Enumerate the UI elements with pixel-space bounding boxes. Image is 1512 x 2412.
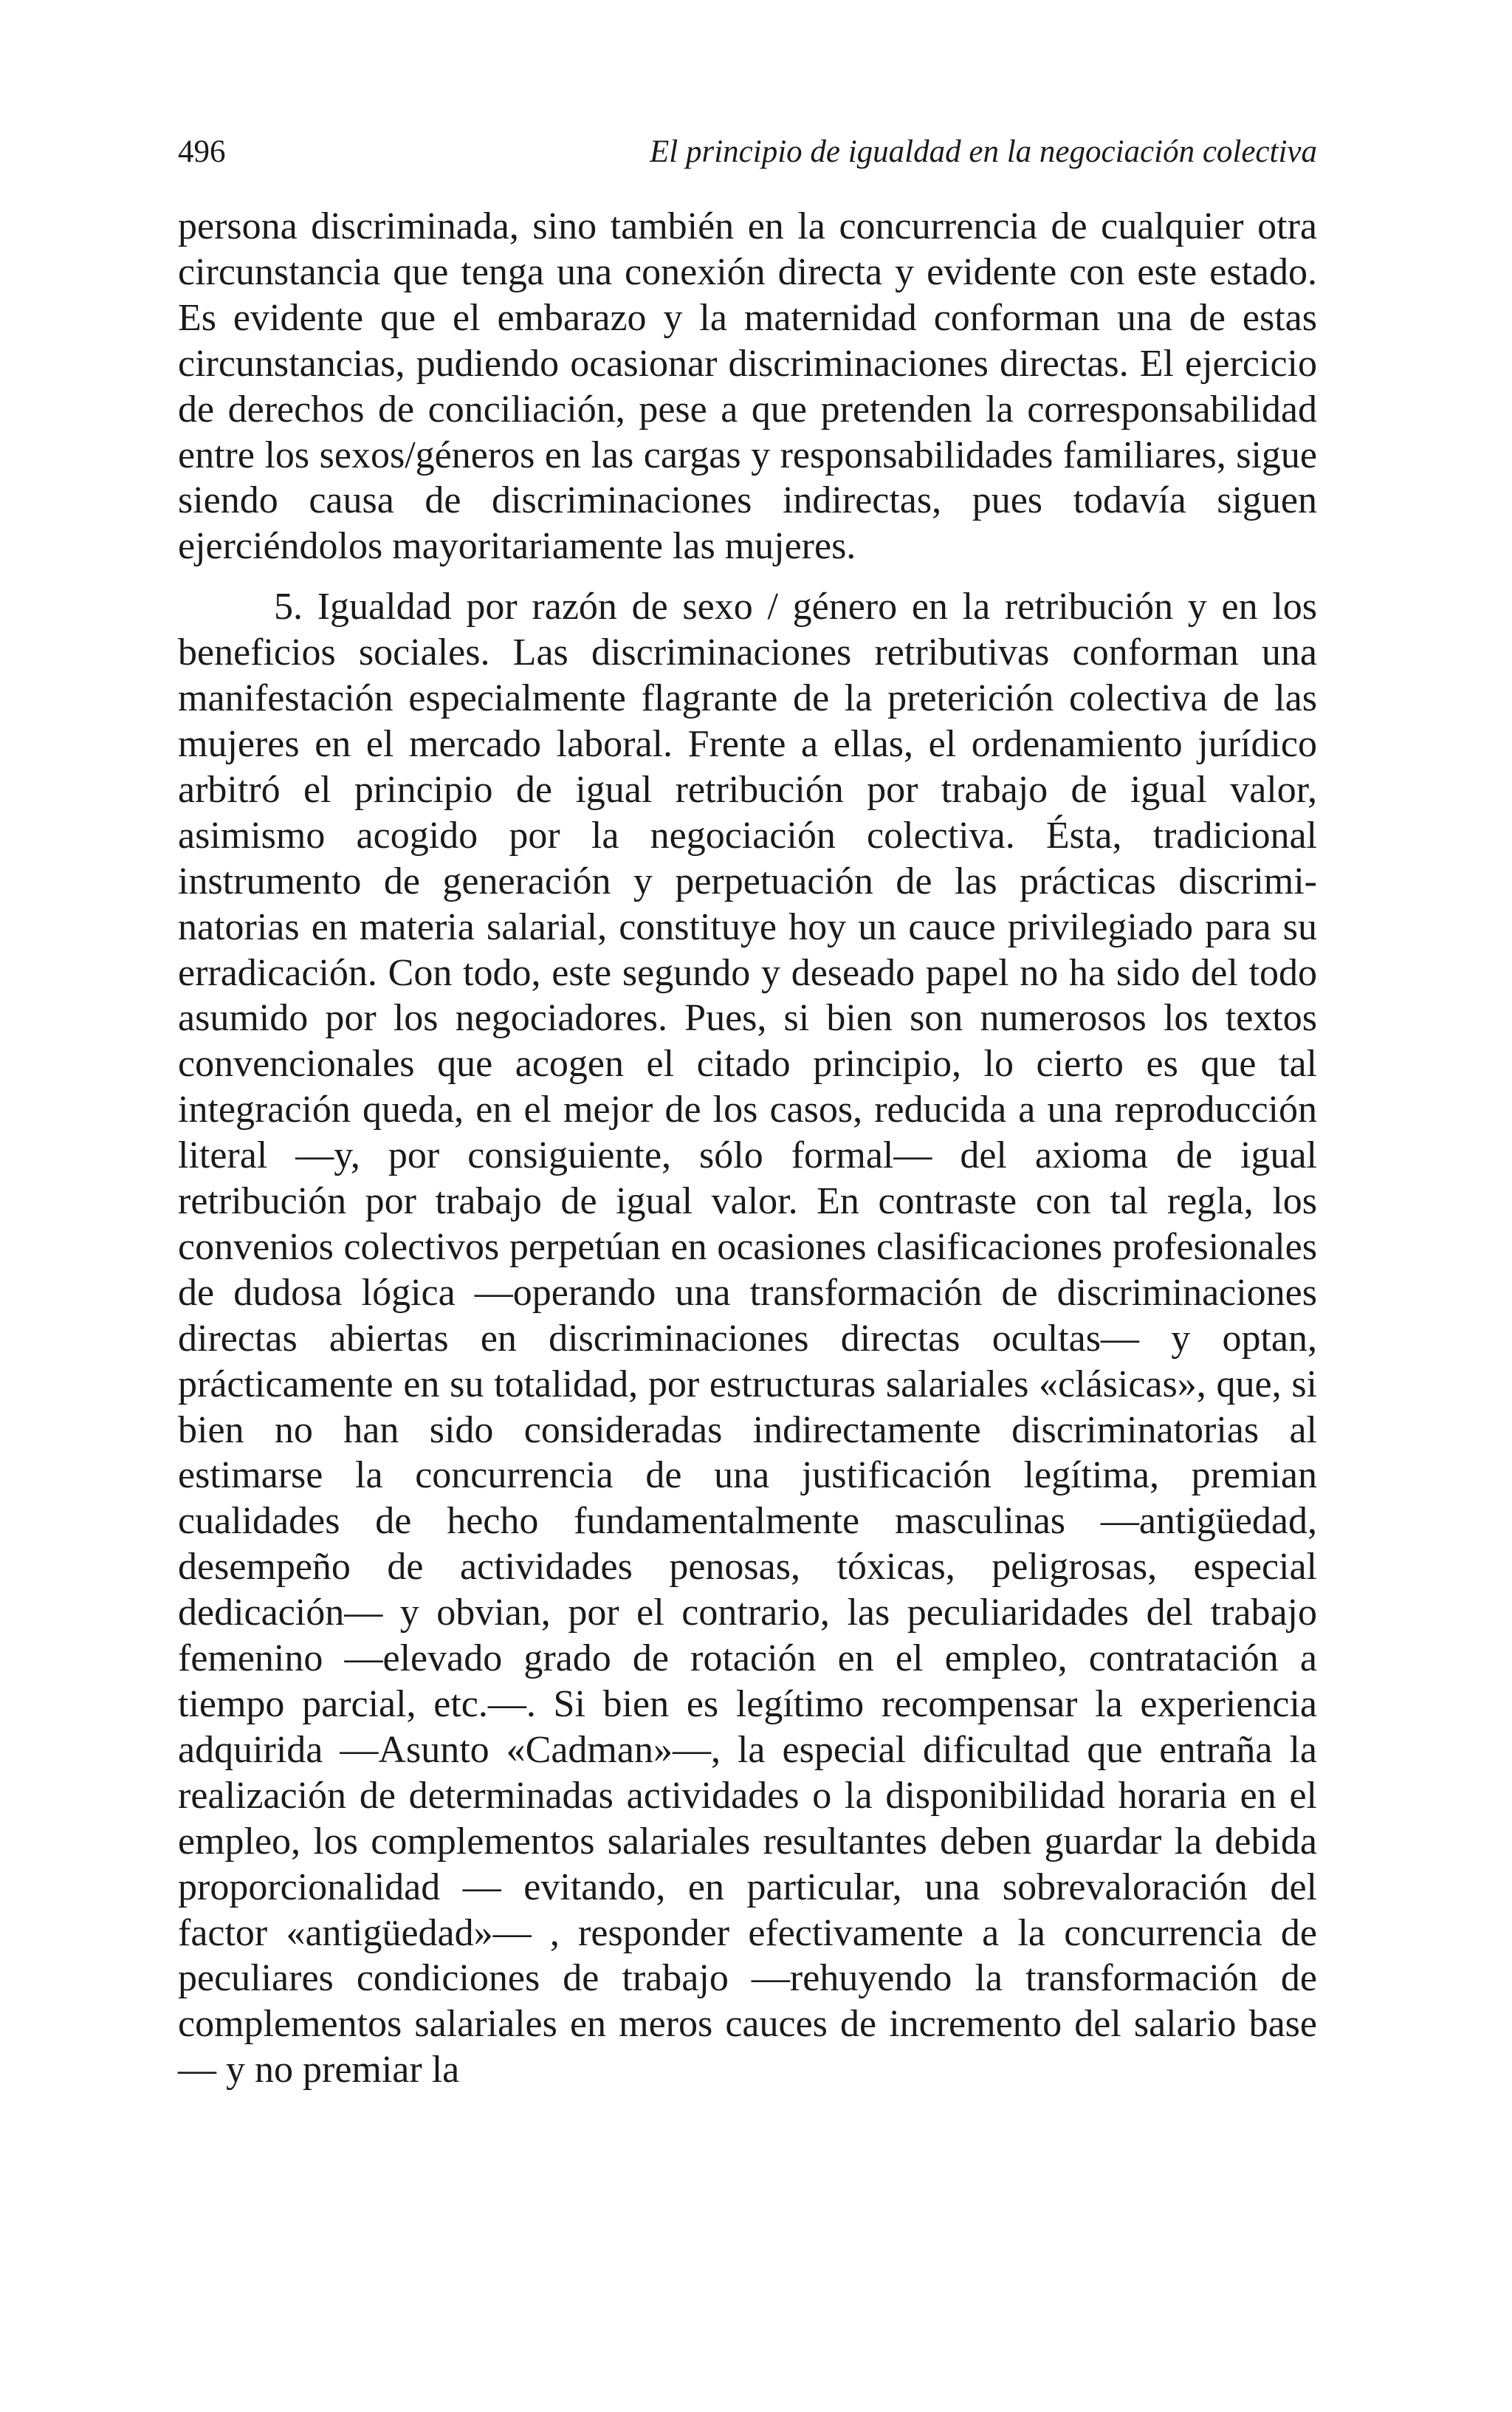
running-title: El principio de igualdad en la negociación colectiva <box>650 134 1317 169</box>
body-text <box>178 204 1317 2093</box>
running-head <box>178 133 1317 171</box>
page-number: 496 <box>178 134 226 169</box>
paragraph-section-5: 5. Igualdad por razón de sexo / género en la retribución y en los beneficios sociales. Las discriminaciones retributivas conforman una manifestación especialmente flagrante de la preterición colectiva de las mujeres en el mercado laboral. Frente a ellas, el ordenamiento jurídico arbitró el principio de igual retribución por trabajo de igual valor, asimismo acogido por la negociación colectiva. Ésta, tradicional instrumento de generación y perpetuación de las prácticas discriminatorias en materia salarial, constituye hoy un cauce privilegiado para su erradicación. Con todo, este segundo y deseado papel no ha sido del todo asumido por los negociadores. Pues, si bien son numerosos los textos convencionales que acogen el citado principio, lo cierto es que tal integración queda, en el mejor de los casos, reducida a una reproducción literal —y, por consiguiente, sólo formal— del axioma de igual retribución por trabajo de igual valor. En contraste con tal regla, los convenios colectivos perpetúan en ocasiones clasificaciones profesionales de dudosa lógica —operando una transformación de discriminaciones directas abiertas en discriminaciones directas ocultas— y optan, prácticamente en su totalidad, por estructuras salariales «clásicas», que, si bien no han sido consideradas indirectamente discriminatorias al estimarse la concurrencia de una justificación legítima, premian cualidades de hecho fundamentalmente masculinas —antigüedad, desempeño de actividades penosas, tóxicas, peligrosas, especial dedicación— y obvian, por el contrario, las peculiaridades del trabajo femenino —elevado grado de rotación en el empleo, contratación a tiempo parcial, etc.—. Si bien es legítimo recompensar la experiencia adquirida —Asunto «Cadman»—, la especial dificultad que entraña la realización de determinadas actividades o la disponibilidad horaria en el empleo, los complementos salariales resultantes deben guardar la debida proporcionalidad — evitando, en particular, una sobrevaloración del factor «antigüedad»— , responder efectivamente a la concurrencia de peculiares condiciones de trabajo —rehuyendo la transformación de complementos salariales en meros cauces de incremento del salario base— y no premiar la <box>178 586 1317 2091</box>
paragraph-continuation: persona discriminada, sino también en la concurrencia de cualquier otra circunstancia que tenga una conexión directa y evidente con este estado. Es evidente que el embarazo y la maternidad conforman una de estas circunstancias, pudiendo ocasionar discriminaciones directas. El ejercicio de derechos de conciliación, pese a que pretenden la corresponsabilidad entre los sexos/géneros en las cargas y responsabilidades familiares, sigue siendo causa de discriminaciones indirectas, pues todavía siguen ejerciéndolos mayoritariamente las mujeres. <box>178 205 1317 568</box>
book-page <box>178 133 1317 2093</box>
